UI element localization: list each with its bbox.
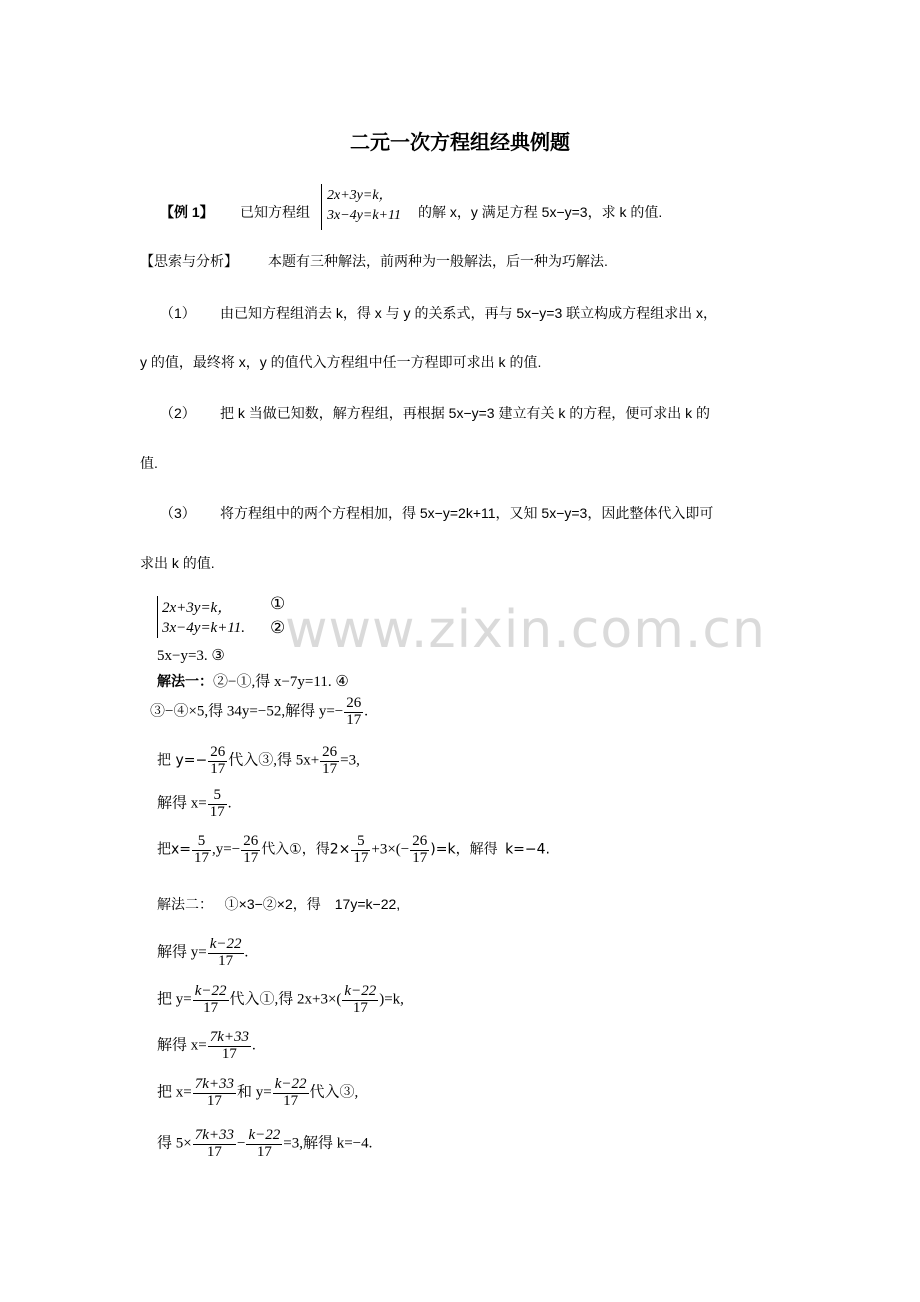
fraction-5-17 bbox=[208, 788, 227, 821]
fraction-7k33-17 bbox=[193, 1128, 236, 1161]
method1-step5-b: ,y=− bbox=[212, 841, 241, 858]
method1-step3-lead: 把 y=− bbox=[157, 752, 208, 769]
frac-den: 17 bbox=[194, 849, 210, 866]
method2-label: 解法二： bbox=[157, 896, 213, 912]
method1-step5-d: +3×(− bbox=[371, 841, 410, 858]
method1-step2-text: ③−④×5,得 34y=−52,解得 y=− bbox=[150, 703, 344, 720]
fraction-5-17 bbox=[351, 834, 370, 867]
frac-num: 26 bbox=[412, 833, 428, 849]
example-eq1: 2x+3y=k， bbox=[327, 188, 393, 203]
system-mark1: ① bbox=[270, 594, 286, 613]
page-title: 二元一次方程组经典例题 bbox=[350, 130, 570, 154]
example-pre-text: 已知方程组 bbox=[240, 204, 310, 220]
frac-num: 26 bbox=[243, 833, 259, 849]
point3-number: （3） bbox=[160, 505, 196, 521]
method2-step5 bbox=[157, 1077, 358, 1110]
fraction-26-17 bbox=[320, 745, 339, 778]
fraction-26-17 bbox=[241, 834, 260, 867]
method1-step3 bbox=[157, 745, 360, 778]
method2-step1 bbox=[157, 894, 400, 914]
fraction-k22-17 bbox=[342, 984, 378, 1017]
frac-den: 17 bbox=[412, 849, 428, 866]
method2-step2-text: 解得 y= bbox=[157, 944, 207, 961]
frac-den: 17 bbox=[218, 952, 234, 969]
method2-step5-b: 和 y= bbox=[237, 1084, 272, 1101]
frac-den: 17 bbox=[322, 760, 338, 777]
frac-den: 17 bbox=[203, 999, 219, 1016]
frac-den: 17 bbox=[243, 849, 259, 866]
frac-den: 17 bbox=[210, 760, 226, 777]
frac-den: 17 bbox=[221, 1045, 237, 1062]
frac-den: 17 bbox=[256, 1143, 272, 1160]
method2-step4: 解得 x= $\frac{7k+33}{17}$ . bbox=[157, 1029, 256, 1062]
system-eq2: 3x−4y=k+11. bbox=[162, 620, 245, 636]
system-brace bbox=[321, 184, 322, 230]
watermark: www.zixin.com.cn bbox=[285, 600, 766, 660]
frac-num: k−22 bbox=[344, 983, 377, 999]
frac-num: k−22 bbox=[248, 1127, 281, 1143]
example-eq2: 3x−4y=k+11 bbox=[327, 208, 401, 223]
example-post-text: 的解 x，y 满足方程 5x−y=3，求 k 的值. bbox=[418, 204, 663, 220]
fraction-7k33-17 bbox=[208, 1030, 251, 1063]
fraction-26-17 bbox=[410, 834, 429, 867]
method1-step5 bbox=[157, 834, 550, 867]
frac-num: 7k+33 bbox=[209, 1029, 249, 1045]
method2-step1-text: ①×3−②×2，得 17y=k−22, bbox=[224, 896, 401, 912]
method2-step3-b: 代入①,得 2x+3×( bbox=[229, 991, 342, 1008]
fraction-7k33-17 bbox=[193, 1077, 236, 1110]
frac-num: 26 bbox=[322, 744, 338, 760]
frac-num: k−22 bbox=[209, 936, 242, 952]
fraction-k22-17 bbox=[273, 1077, 309, 1110]
method1-step3-mid: 代入③,得 5x+ bbox=[228, 752, 320, 769]
frac-num: 26 bbox=[210, 744, 226, 760]
analysis-text: 本题有三种解法，前两种为一般解法，后一种为巧解法. bbox=[268, 253, 608, 269]
point2-line1: 把 k 当做已知数，解方程组，再根据 5x−y=3 建立有关 k 的方程，便可求出 k 的 bbox=[220, 405, 711, 421]
frac-den: 17 bbox=[206, 1143, 222, 1160]
point1-line2: y 的值，最终将 x，y 的值代入方程组中任一方程即可求出 k 的值. bbox=[140, 354, 542, 370]
system-brace-2 bbox=[157, 596, 158, 638]
point1-number: （1） bbox=[160, 305, 196, 321]
system-eq3-text: 5x−y=3. bbox=[157, 648, 208, 664]
point3-line1: 将方程组中的两个方程相加，得 5x−y=2k+11，又知 5x−y=3，因此整体代入即可 bbox=[220, 505, 714, 521]
method1-label: 解法一： bbox=[157, 674, 213, 690]
system-mark3: ③ bbox=[211, 648, 225, 664]
fraction-26-17 bbox=[344, 696, 363, 729]
point3-line2: 求出 k 的值. bbox=[140, 555, 215, 571]
method1-step5-c: 代入①，得2× bbox=[261, 841, 351, 858]
method2-step5-a: 把 x= bbox=[157, 1084, 192, 1101]
frac-den: 17 bbox=[209, 803, 225, 820]
point2-line2: 值. bbox=[140, 455, 158, 471]
frac-num: k−22 bbox=[274, 1076, 307, 1092]
method2-step3-c: )=k, bbox=[379, 991, 404, 1008]
frac-num: 7k+33 bbox=[194, 1127, 234, 1143]
method1-step4: 解得 x= $\frac{5}{17}$ . bbox=[157, 787, 232, 820]
example-label-text: 【例 1】 bbox=[160, 204, 214, 220]
fraction-k22-17 bbox=[208, 937, 244, 970]
frac-num: 7k+33 bbox=[194, 1076, 234, 1092]
method2-step5-c: 代入③, bbox=[309, 1084, 359, 1101]
method2-step6: 得 5× $\frac{7k+33}{17}$ − $\frac{k-22}{17}$ =3,解得 k=−4. bbox=[157, 1127, 373, 1160]
fraction-5-17 bbox=[192, 834, 211, 867]
method2-step6-b: =3,解得 k=−4. bbox=[283, 1135, 373, 1152]
method1-step3-end: =3, bbox=[340, 752, 360, 769]
frac-den: 17 bbox=[283, 1092, 299, 1109]
frac-den: 17 bbox=[346, 711, 362, 728]
system-mark2: ② bbox=[270, 618, 286, 637]
method2-step2: 解得 y= $\frac{k-22}{17}$ . bbox=[157, 936, 249, 969]
frac-den: 17 bbox=[352, 999, 368, 1016]
point1-line1: 由已知方程组消去 k，得 x 与 y 的关系式，再与 5x−y=3 联立构成方程组求出 x， bbox=[220, 305, 718, 321]
method1-step5-a: 把x= bbox=[157, 841, 192, 858]
fraction-26-17 bbox=[208, 745, 227, 778]
frac-den: 17 bbox=[353, 849, 369, 866]
method1-step1-text: ②−①,得 x−7y=11. ④ bbox=[213, 674, 349, 690]
method1-step5-e: )=k，解得 bbox=[430, 841, 498, 858]
frac-den: 17 bbox=[206, 1092, 222, 1109]
method1-step5-f: k=−4. bbox=[505, 841, 551, 858]
frac-num: 5 bbox=[192, 834, 211, 851]
frac-num: k−22 bbox=[194, 983, 227, 999]
method1-step4-text: 解得 x= bbox=[157, 795, 207, 812]
fraction-k22-17 bbox=[246, 1128, 282, 1161]
analysis-label: 【思索与分析】 bbox=[140, 253, 238, 269]
method1-step1 bbox=[157, 670, 349, 691]
frac-num: 5 bbox=[208, 788, 227, 805]
method1-step2: ③−④×5,得 34y=−52,解得 y=− $\frac{26}{17}$ . bbox=[150, 695, 369, 728]
method2-step4-text: 解得 x= bbox=[157, 1037, 207, 1054]
method2-step6-a: 得 5× bbox=[157, 1135, 192, 1152]
point2-number: （2） bbox=[160, 405, 196, 421]
system-eq1: 2x+3y=k， bbox=[162, 600, 233, 616]
example-label bbox=[160, 202, 214, 222]
fraction-k22-17 bbox=[193, 984, 229, 1017]
frac-num: 26 bbox=[346, 695, 362, 711]
frac-num: 5 bbox=[351, 834, 370, 851]
method2-step3-a: 把 y= bbox=[157, 991, 192, 1008]
method2-step3 bbox=[157, 984, 404, 1017]
system-eq3 bbox=[157, 646, 225, 665]
